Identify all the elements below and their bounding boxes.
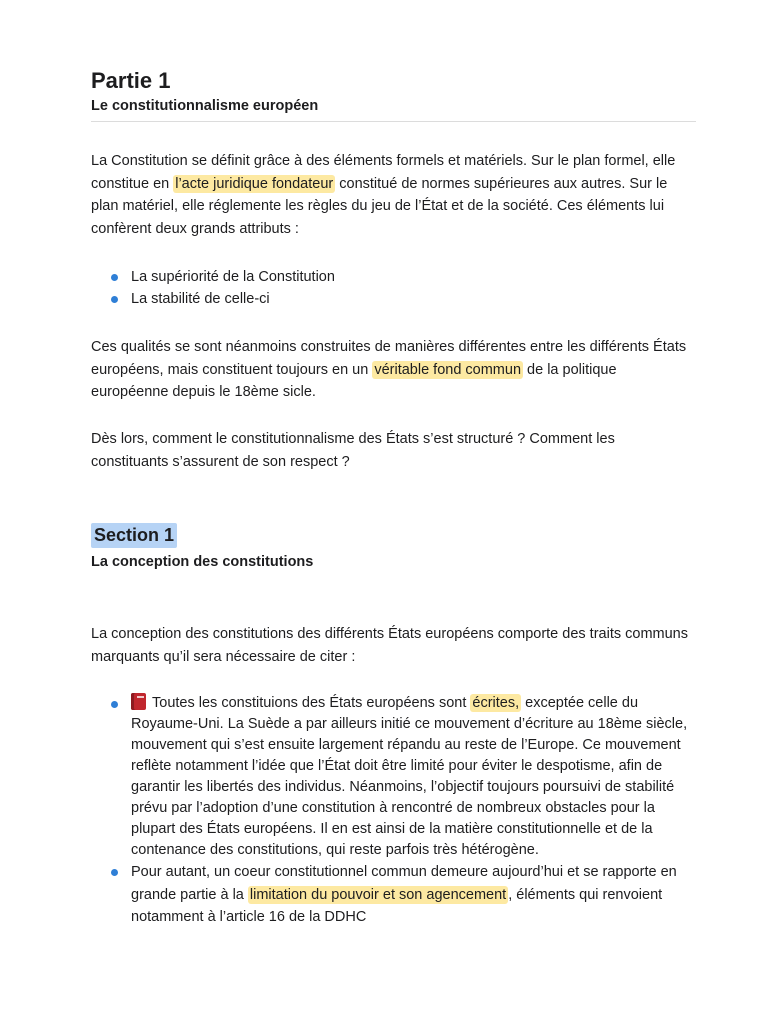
intro-text-b: constitué de normes supérieures aux autres. Sur le plan matériel, elle réglemente les règles du jeu de l’État et de la société. Ces éléments lui confèrent deux grands attributs : — [91, 175, 668, 237]
section-title: Section 1 — [91, 523, 177, 548]
section-subtitle: La conception des constitutions — [91, 554, 314, 570]
partie-subtitle: Le constitutionnalisme européen — [91, 98, 319, 114]
item1-text-a: Toutes les constituions des États européens sont — [152, 695, 471, 711]
intro-paragraph — [91, 150, 696, 240]
qualities-paragraph — [91, 336, 696, 404]
list-item: La supériorité de la Constitution — [91, 266, 696, 288]
highlight-fond-commun: véritable fond commun — [374, 361, 522, 378]
intro-text-a: La Constitution se définit grâce à des éléments formels et matériels. Sur le plan formel, elle constitue en — [91, 153, 676, 192]
list-item: La stabilité de celle-ci — [91, 288, 696, 310]
list-item — [91, 693, 696, 861]
question-paragraph: Dès lors, comment le constitutionnalisme des États s’est structuré ? Comment les constituants s’assurent de son respect ? — [91, 431, 615, 470]
traits-list — [91, 693, 696, 929]
attributes-list — [91, 266, 696, 310]
title-divider — [91, 121, 696, 122]
item2-text-a: Pour autant, un coeur constitutionnel commun demeure aujourd’hui et se rapporte en grande partie à la — [131, 864, 677, 903]
qualities-text-a: Ces qualités se sont néanmoins construites de manières différentes entre les différents États européens, mais constituent toujours en un — [91, 339, 687, 378]
item2-text-b: , éléments qui renvoient notamment à l’article 16 de la DDHC — [131, 886, 663, 925]
partie-title: Partie 1 — [91, 68, 171, 93]
list-item — [91, 861, 696, 929]
section-intro-paragraph: La conception des constitutions des différents États européens comporte des traits communs marquants qu’il sera nécessaire de citer : — [91, 626, 688, 665]
qualities-text-b: de la politique européenne depuis le 18ème sicle. — [91, 361, 617, 400]
highlight-limitation-pouvoir: limitation du pouvoir et son agencement — [249, 886, 507, 903]
highlight-acte-juridique: l’acte juridique fondateur — [175, 175, 334, 192]
highlight-ecrites: écrites, — [472, 695, 520, 711]
item1-text-b: exceptée celle du Royaume-Uni. La Suède a par ailleurs initié ce mouvement d’écriture au 18ème siècle, mouvement qui s’est ensuite largement répandu au reste de l’Europe. Ce mouvement reflète notamment l’idée que l’État doit être limité pour éviter le despotisme, afin de garantir les libertés des individus. Néanmoins, l’objectif toujours poursuivi de stabilité prévu par l’adoption d’une constitution à rencontré de nombreux obstacles pour la plupart des États européens. Il en est ainsi de la matière constitutionnelle et de la contenance des constitutions, qui reste parfois très hétérogène. — [131, 695, 688, 858]
red-book-icon — [131, 693, 146, 710]
